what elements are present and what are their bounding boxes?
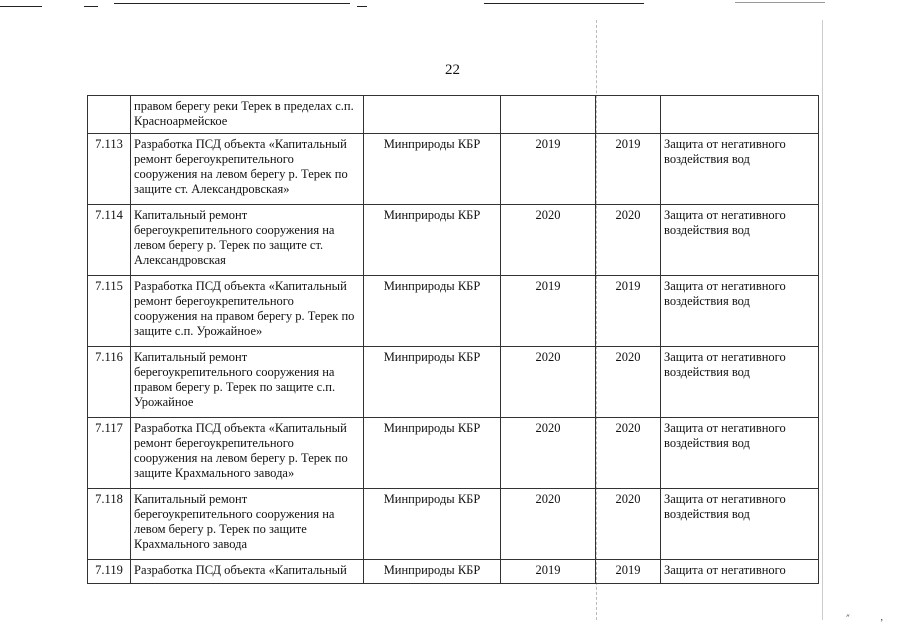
row-start-cell: 2019	[501, 134, 596, 205]
table-row	[88, 347, 819, 418]
table-row	[88, 418, 819, 489]
row-goal-cell	[661, 96, 819, 134]
row-end-cell: 2019	[596, 134, 661, 205]
row-number-cell: 7.114	[88, 205, 131, 276]
row-start-cell: 2019	[501, 276, 596, 347]
row-start-cell	[501, 96, 596, 134]
row-end-cell: 2019	[596, 276, 661, 347]
row-goal-cell: Защита от негативного воздействия вод	[661, 489, 819, 560]
row-number-cell: 7.119	[88, 560, 131, 584]
row-end-cell: 2020	[596, 347, 661, 418]
row-goal-cell: Защита от негативного воздействия вод	[661, 347, 819, 418]
row-number-cell: 7.113	[88, 134, 131, 205]
row-goal-cell: Защита от негативного воздействия вод	[661, 134, 819, 205]
row-name-cell: Разработка ПСД объекта «Капитальный ремонт берегоукрепительного сооружения на левом берегу р. Терек по защите Крахмального завода»	[131, 418, 364, 489]
table-row	[88, 560, 819, 584]
row-name-cell: Капитальный ремонт берегоукрепительного сооружения на левом берегу р. Терек по защите ст. Александровская	[131, 205, 364, 276]
table-row	[88, 134, 819, 205]
scan-artifact-line	[84, 6, 98, 7]
row-executor-cell: Минприроды КБР	[364, 205, 501, 276]
scan-artifact-line	[0, 6, 42, 7]
row-number-cell: 7.117	[88, 418, 131, 489]
row-executor-cell: Минприроды КБР	[364, 560, 501, 584]
row-name-cell: Капитальный ремонт берегоукрепительного сооружения на левом берегу р. Терек по защите Крахмального завода	[131, 489, 364, 560]
scan-mark: ‚	[880, 612, 884, 623]
row-number-cell: 7.118	[88, 489, 131, 560]
row-name-cell: Разработка ПСД объекта «Капитальный ремонт берегоукрепительного сооружения на левом берегу р. Терек по защите ст. Александровская»	[131, 134, 364, 205]
page-number: 22	[445, 62, 460, 78]
row-start-cell: 2020	[501, 347, 596, 418]
activities-table	[87, 95, 819, 584]
row-number-cell: 7.116	[88, 347, 131, 418]
row-executor-cell: Минприроды КБР	[364, 418, 501, 489]
scan-mark: ״	[846, 612, 850, 623]
row-goal-cell: Защита от негативного воздействия вод	[661, 276, 819, 347]
row-name-cell: Капитальный ремонт берегоукрепительного сооружения на правом берегу р. Терек по защите с.п. Урожайное	[131, 347, 364, 418]
row-number-cell: 7.115	[88, 276, 131, 347]
row-end-cell: 2020	[596, 418, 661, 489]
row-executor-cell: Минприроды КБР	[364, 276, 501, 347]
row-executor-cell: Минприроды КБР	[364, 347, 501, 418]
row-goal-cell: Защита от негативного воздействия вод	[661, 205, 819, 276]
table-row-continuation	[88, 96, 819, 134]
row-goal-cell: Защита от негативного	[661, 560, 819, 584]
row-end-cell: 2020	[596, 489, 661, 560]
scan-fold-line	[822, 20, 823, 620]
scan-artifact-line	[114, 3, 350, 4]
table-row	[88, 205, 819, 276]
table-row	[88, 276, 819, 347]
row-end-cell: 2020	[596, 205, 661, 276]
row-end-cell	[596, 96, 661, 134]
scan-artifact-line	[735, 2, 825, 3]
row-name-cell: Разработка ПСД объекта «Капитальный ремонт берегоукрепительного сооружения на правом берегу р. Терек по защите с.п. Урожайное»	[131, 276, 364, 347]
row-start-cell: 2019	[501, 560, 596, 584]
scan-artifact-line	[357, 6, 367, 7]
row-number-cell	[88, 96, 131, 134]
row-name-cell: правом берегу реки Терек в пределах с.п. Красноармейское	[131, 96, 364, 134]
row-goal-cell: Защита от негативного воздействия вод	[661, 418, 819, 489]
row-start-cell: 2020	[501, 489, 596, 560]
table-row	[88, 489, 819, 560]
row-executor-cell: Минприроды КБР	[364, 489, 501, 560]
row-end-cell: 2019	[596, 560, 661, 584]
scan-artifact-line	[484, 3, 644, 4]
row-name-cell: Разработка ПСД объекта «Капитальный	[131, 560, 364, 584]
row-executor-cell	[364, 96, 501, 134]
row-start-cell: 2020	[501, 418, 596, 489]
row-executor-cell: Минприроды КБР	[364, 134, 501, 205]
row-start-cell: 2020	[501, 205, 596, 276]
